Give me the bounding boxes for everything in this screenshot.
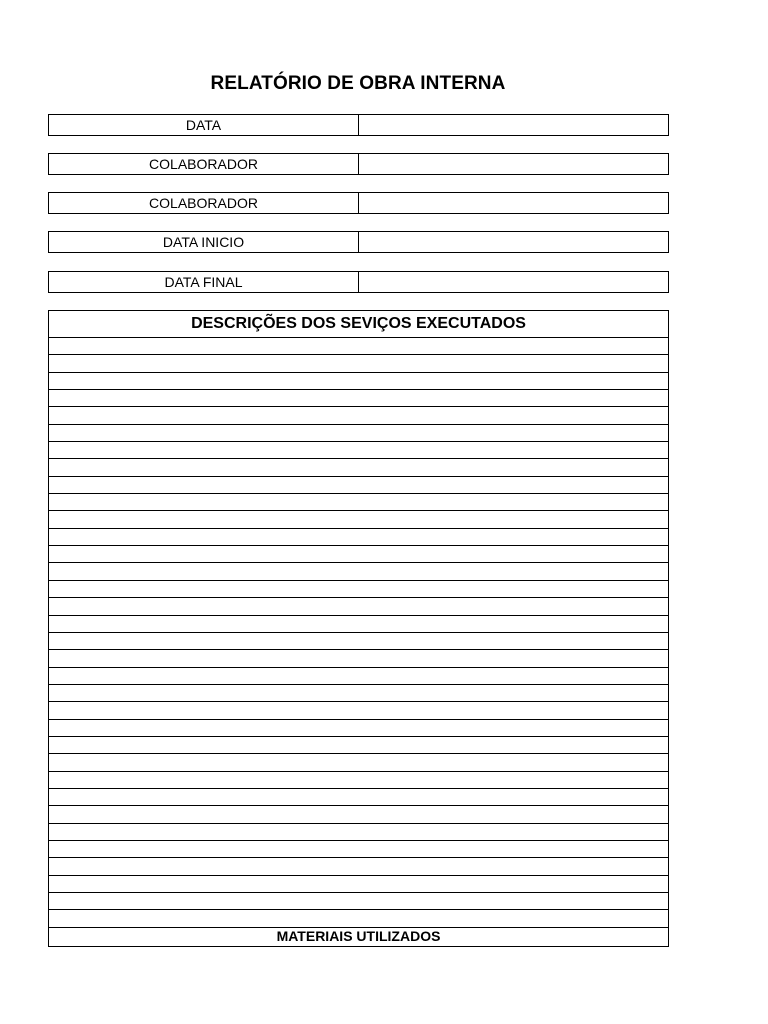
- services-line[interactable]: [49, 737, 668, 754]
- services-header: DESCRIÇÕES DOS SEVIÇOS EXECUTADOS: [49, 311, 668, 338]
- services-line[interactable]: [49, 858, 668, 875]
- colaborador-1-field[interactable]: [359, 154, 668, 174]
- field-row-data: [48, 114, 669, 136]
- services-line[interactable]: [49, 425, 668, 442]
- services-line[interactable]: [49, 598, 668, 615]
- services-line[interactable]: [49, 459, 668, 476]
- field-row-colaborador-1: [48, 153, 669, 175]
- materials-header: MATERIAIS UTILIZADOS: [276, 928, 441, 944]
- services-line[interactable]: [49, 546, 668, 563]
- services-line[interactable]: [49, 841, 668, 858]
- services-line[interactable]: [49, 563, 668, 580]
- field-label-data: DATA: [49, 115, 359, 135]
- data-final-field[interactable]: [359, 272, 668, 292]
- field-row-data-final: [48, 271, 669, 293]
- page-title: RELATÓRIO DE OBRA INTERNA: [210, 73, 506, 94]
- services-line[interactable]: [49, 616, 668, 633]
- services-line[interactable]: [49, 754, 668, 771]
- services-line[interactable]: [49, 650, 668, 667]
- field-row-colaborador-2: [48, 192, 669, 214]
- services-line[interactable]: [49, 772, 668, 789]
- field-label-data-final: DATA FINAL: [49, 272, 359, 292]
- services-line[interactable]: [49, 720, 668, 737]
- services-section: [48, 310, 669, 947]
- services-line[interactable]: [49, 876, 668, 893]
- services-line[interactable]: [49, 477, 668, 494]
- services-line[interactable]: [49, 789, 668, 806]
- services-line[interactable]: [49, 702, 668, 719]
- field-label-colaborador-2: COLABORADOR: [49, 193, 359, 213]
- services-line[interactable]: [49, 685, 668, 702]
- services-line[interactable]: [49, 407, 668, 424]
- services-line[interactable]: [49, 390, 668, 407]
- services-line[interactable]: [49, 494, 668, 511]
- services-line[interactable]: [49, 338, 668, 355]
- services-line[interactable]: [49, 373, 668, 390]
- services-line[interactable]: [49, 581, 668, 598]
- data-field[interactable]: [359, 115, 668, 135]
- field-label-colaborador-1: COLABORADOR: [49, 154, 359, 174]
- services-line[interactable]: [49, 668, 668, 685]
- services-line[interactable]: [49, 824, 668, 841]
- services-line[interactable]: [49, 511, 668, 528]
- field-label-data-inicio: DATA INICIO: [49, 232, 359, 252]
- services-line[interactable]: [49, 529, 668, 546]
- services-line[interactable]: [49, 355, 668, 372]
- data-inicio-field[interactable]: [359, 232, 668, 252]
- services-line[interactable]: [49, 806, 668, 823]
- colaborador-2-field[interactable]: [359, 193, 668, 213]
- field-row-data-inicio: [48, 231, 669, 253]
- services-line[interactable]: [49, 633, 668, 650]
- services-lines: [49, 338, 668, 928]
- services-line[interactable]: [49, 893, 668, 910]
- services-line[interactable]: [49, 442, 668, 459]
